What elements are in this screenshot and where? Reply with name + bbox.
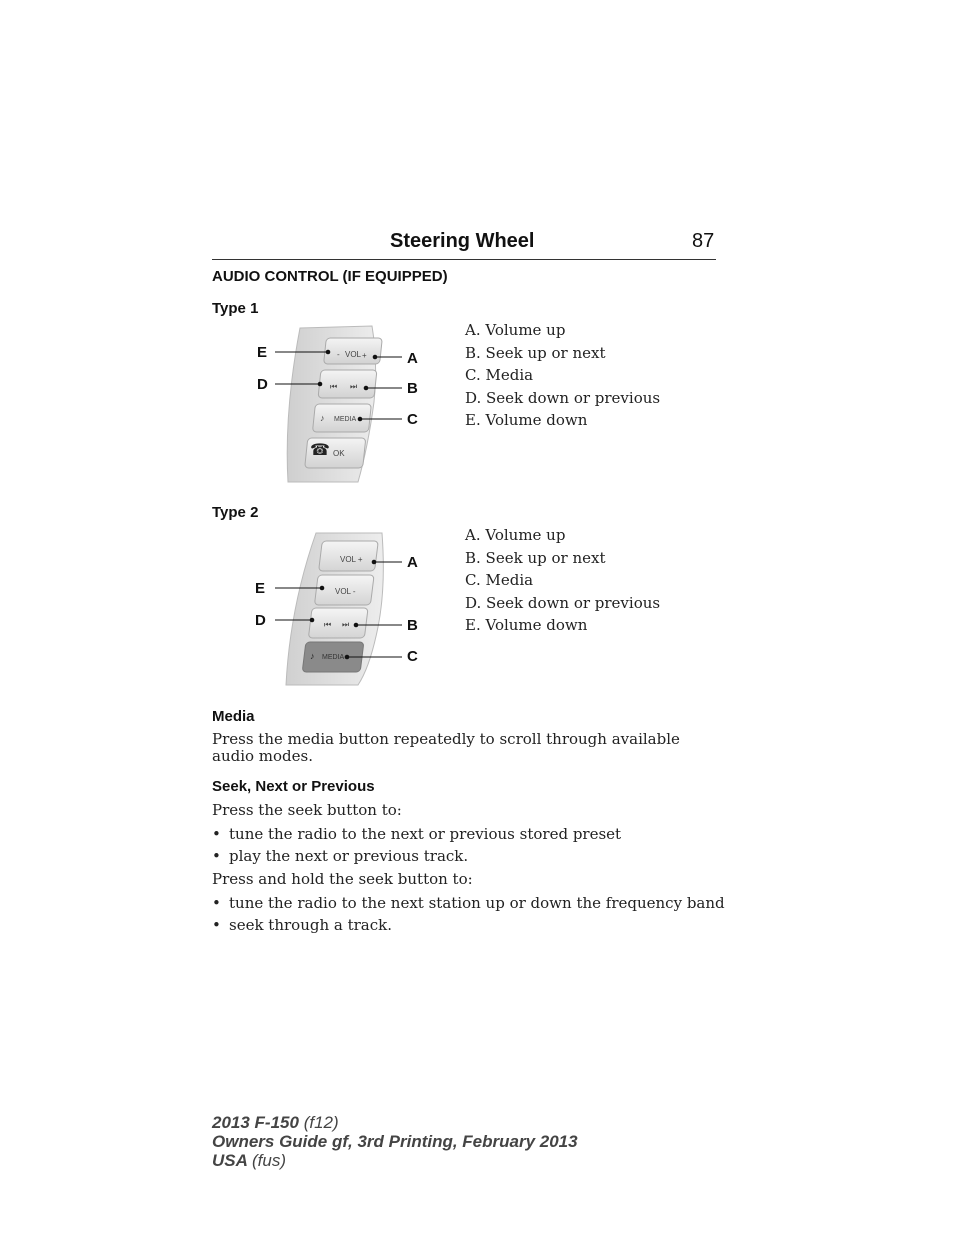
seek-prev-icon: ⏮ bbox=[330, 382, 338, 391]
seek-hold-intro: Press and hold the seek button to: bbox=[212, 870, 473, 888]
callout-d: D bbox=[255, 612, 266, 629]
type1-heading: Type 1 bbox=[212, 300, 259, 317]
voice-icon: ♪ bbox=[310, 651, 315, 661]
callout-dot-c bbox=[358, 417, 363, 422]
callout-e: E bbox=[255, 580, 266, 597]
list-item bbox=[212, 847, 468, 865]
type2-vol-down-label: VOL - bbox=[335, 587, 356, 596]
callout-dot-b bbox=[364, 386, 369, 391]
callout-dot-b bbox=[354, 623, 359, 628]
seek-heading: Seek, Next or Previous bbox=[212, 778, 375, 795]
callout-dot-a bbox=[372, 560, 377, 565]
callout-e: E bbox=[257, 344, 268, 361]
type2-media-label: MEDIA bbox=[322, 654, 345, 661]
header-rule bbox=[212, 259, 716, 260]
type2-heading: Type 2 bbox=[212, 504, 259, 521]
legend-item: C. Media bbox=[465, 571, 534, 589]
callout-dot-d bbox=[310, 618, 315, 623]
legend-item: A. Volume up bbox=[465, 526, 566, 544]
callout-c: C bbox=[407, 411, 418, 428]
callout-dot-e bbox=[326, 350, 331, 355]
type2-seek-button[interactable] bbox=[308, 608, 368, 638]
type1-diagram bbox=[250, 322, 430, 488]
callout-dot-c bbox=[345, 655, 350, 660]
list-item-text: play the next or previous track. bbox=[229, 847, 469, 865]
section-heading: AUDIO CONTROL (IF EQUIPPED) bbox=[212, 268, 448, 285]
footer-market-code: (fus) bbox=[252, 1151, 286, 1170]
list-item-text: tune the radio to the next or previous stored preset bbox=[229, 825, 622, 843]
voice-icon: ♪ bbox=[320, 413, 325, 423]
callout-a: A bbox=[407, 554, 418, 571]
page-title: Steering Wheel bbox=[390, 230, 535, 252]
legend-item: C. Media bbox=[465, 366, 534, 384]
type1-vol-minus: - bbox=[337, 350, 340, 359]
legend-item: A. Volume up bbox=[465, 321, 566, 339]
type2-diagram bbox=[250, 527, 430, 689]
list-item-text: tune the radio to the next station up or down the frequency band bbox=[229, 894, 725, 912]
callout-dot-e bbox=[320, 586, 325, 591]
callout-d: D bbox=[257, 376, 268, 393]
type1-media-label: MEDIA bbox=[334, 416, 357, 423]
legend-item: B. Seek up or next bbox=[465, 548, 606, 567]
seek-next-icon: ⏭ bbox=[350, 382, 358, 391]
footer-model-code: (f12) bbox=[303, 1113, 339, 1132]
footer-market-name: USA bbox=[212, 1151, 248, 1170]
bullet-icon: • bbox=[212, 847, 221, 865]
type1-seek-button[interactable] bbox=[318, 370, 377, 398]
footer-market bbox=[212, 1151, 286, 1170]
type2-vol-up-label: VOL + bbox=[340, 555, 363, 564]
footer-model-name: 2013 F-150 bbox=[212, 1113, 299, 1132]
legend-item: D. Seek down or previous bbox=[465, 593, 661, 612]
callout-a: A bbox=[407, 350, 418, 367]
list-item bbox=[212, 894, 725, 912]
callout-dot-a bbox=[373, 355, 378, 360]
page-number: 87 bbox=[692, 230, 715, 252]
media-heading: Media bbox=[212, 708, 255, 725]
callout-b: B bbox=[407, 617, 418, 634]
seek-prev-icon: ⏮ bbox=[324, 620, 332, 629]
legend-item: B. Seek up or next bbox=[465, 343, 606, 362]
media-paragraph: Press the media button repeatedly to scroll through available audio modes. bbox=[212, 730, 680, 765]
bullet-icon: • bbox=[212, 916, 221, 934]
list-item bbox=[212, 916, 392, 934]
seek-press-intro: Press the seek button to: bbox=[212, 801, 402, 819]
phone-icon: ☎ bbox=[310, 442, 330, 459]
type1-legend bbox=[465, 319, 660, 432]
list-item-text: seek through a track. bbox=[229, 916, 393, 934]
seek-next-icon: ⏭ bbox=[342, 620, 350, 629]
type1-ok-label: OK bbox=[333, 449, 345, 458]
legend-item: E. Volume down bbox=[465, 411, 588, 429]
bullet-icon: • bbox=[212, 894, 221, 912]
type1-vol-plus: + bbox=[362, 351, 367, 360]
type2-legend bbox=[465, 524, 660, 637]
footer-guide: Owners Guide gf, 3rd Printing, February 2013 bbox=[212, 1132, 578, 1151]
type1-vol-label: VOL bbox=[345, 350, 362, 359]
legend-item: E. Volume down bbox=[465, 616, 588, 634]
callout-c: C bbox=[407, 648, 418, 665]
list-item bbox=[212, 825, 621, 843]
bullet-icon: • bbox=[212, 825, 221, 843]
legend-item: D. Seek down or previous bbox=[465, 388, 661, 407]
footer-model bbox=[212, 1113, 339, 1132]
callout-b: B bbox=[407, 380, 418, 397]
callout-dot-d bbox=[318, 382, 323, 387]
